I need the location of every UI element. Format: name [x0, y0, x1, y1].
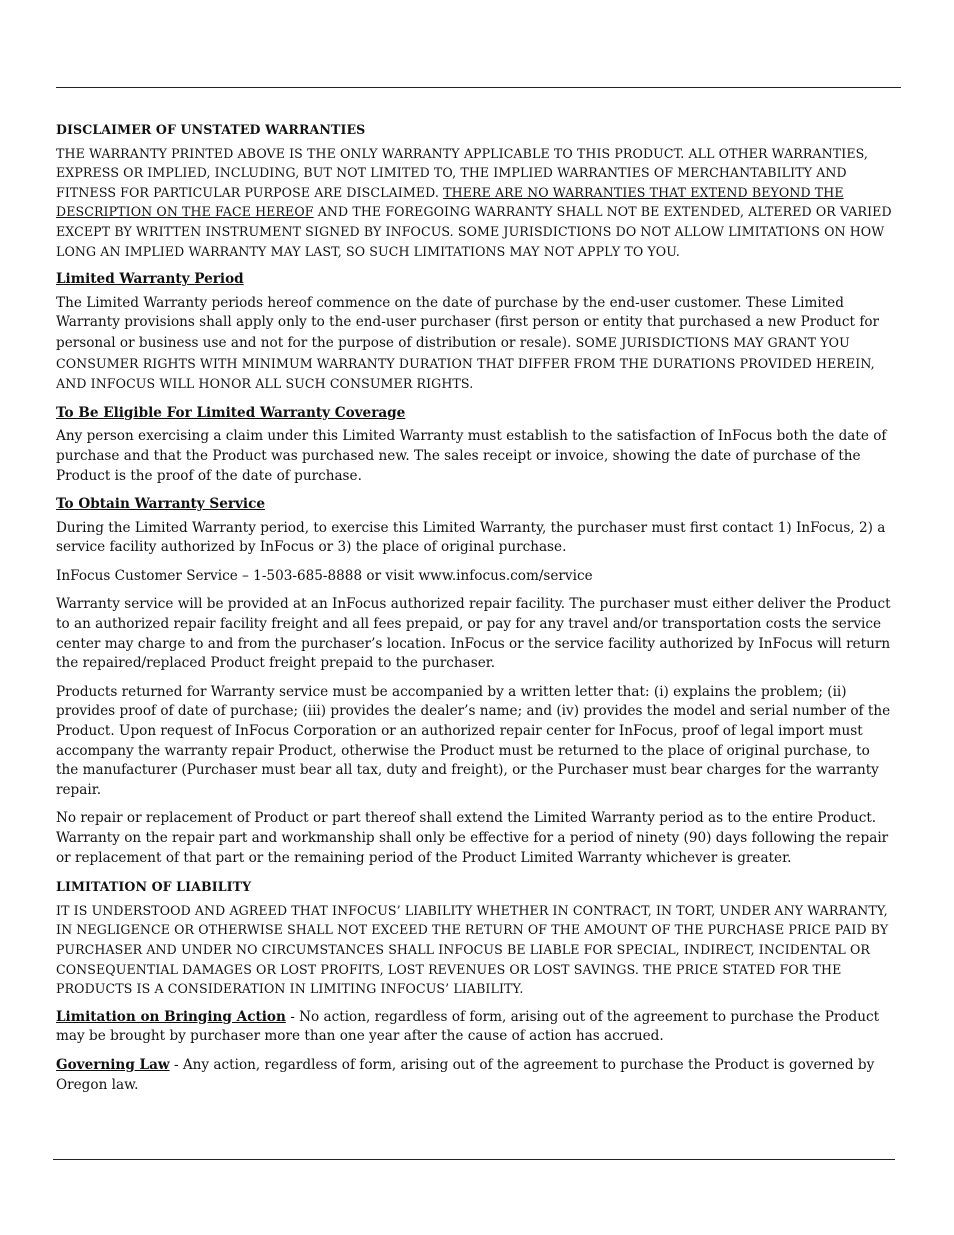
disclaimer-paragraph — [56, 144, 896, 262]
obtain-service-heading: To Obtain Warranty Service — [56, 496, 266, 513]
disclaimer-underlined-text: THERE ARE NO WARRANTIES THAT EXTEND BEYOND THE DESCRIPTION ON THE FACE HEREOF — [56, 184, 844, 220]
disclaimer-text-2: AND THE FOREGOING WARRANTY SHALL NOT BE EXTENDED, ALTERED OR VARIED EXCEPT BY WRITTEN INSTRUMENT SIGNED BY INFOCUS. SOME JURISDICTIONS DO NOT ALLOW LIMITATIONS ON HOW LONG AN IMPLIED WARRANTY MAY LAST, SO SUCH LIMITATIONS MAY NOT APPLY TO YOU. — [56, 204, 892, 259]
obtain-service-paragraph-2: Warranty service will be provided at an InFocus authorized repair facility. The purchaser must either deliver the Product to an authorized repair facility freight and all fees prepaid, or pay for any travel and/or transportation costs the service center may charge to and from the purchaser’s location. InFocus or the service facility authorized by InFocus will return the repaired/replaced Product freight prepaid to the purchaser. — [56, 596, 891, 672]
eligible-paragraph: Any person exercising a claim under this Limited Warranty must establish to the satisfaction of InFocus both the date of purchase and that the Product was purchased new. The sales receipt or invoice, showing the date of purchase of the Product is the proof of the date of purchase. — [56, 428, 887, 484]
bringing-action-text: - No action, regardless of form, arising out of the agreement to purchase the Product may be brought by purchaser more than one year after the cause of action has accrued. — [56, 1008, 880, 1045]
disclaimer-text-1: THE WARRANTY PRINTED ABOVE IS THE ONLY WARRANTY APPLICABLE TO THIS PRODUCT. ALL OTHER WARRANTIES, EXPRESS OR IMPLIED, INCLUDING, BUT NOT LIMITED TO, THE IMPLIED WARRANTIES OF MERCHANTABILITY AND FITNESS FOR PARTICULAR PURPOSE ARE DISCLAIMED. — [56, 145, 868, 200]
bottom-divider — [53, 1159, 895, 1160]
governing-law-text: - Any action, regardless of form, arising out of the agreement to purchase the Product is governed by Oregon law. — [56, 1056, 875, 1093]
warranty-period-text: The Limited Warranty periods hereof commence on the date of purchase by the end-user customer. These Limited Warranty provisions shall apply only to the end-user purchaser (first person or entity that purchased a new Product for personal or business use and not for the purpose of distribution or resale). — [56, 294, 880, 351]
warranty-period-caps-text: SOME JURISDICTIONS MAY GRANT YOU CONSUMER RIGHTS WITH MINIMUM WARRANTY DURATION THAT DIFFER FROM THE DURATIONS PROVIDED HEREIN, AND INFOCUS WILL HONOR ALL SUCH CONSUMER RIGHTS. — [56, 334, 875, 392]
top-divider — [56, 87, 901, 88]
governing-law-heading: Governing Law — [56, 1056, 170, 1073]
liability-paragraph: IT IS UNDERSTOOD AND AGREED THAT INFOCUS’ LIABILITY WHETHER IN CONTRACT, IN TORT, UNDER ANY WARRANTY, IN NEGLIGENCE OR OTHERWISE SHALL NOT EXCEED THE RETURN OF THE AMOUNT OF THE PURCHASE PRICE PAID BY PURCHASER AND UNDER NO CIRCUMSTANCES SHALL INFOCUS BE LIABLE FOR SPECIAL, INDIRECT, INCIDENTAL OR CONSEQUENTIAL DAMAGES OR LOST PROFITS, LOST REVENUES OR LOST SAVINGS. THE PRICE STATED FOR THE PRODUCTS IS A CONSIDERATION IN LIMITING INFOCUS’ LIABILITY. — [56, 902, 889, 997]
warranty-period-paragraph — [56, 294, 896, 395]
obtain-service-paragraph-1: During the Limited Warranty period, to exercise this Limited Warranty, the purchaser must first contact 1) InFocus, 2) a service facility authorized by InFocus or 3) the place of original purchase. — [56, 519, 886, 556]
eligible-heading: To Be Eligible For Limited Warranty Coverage — [56, 404, 406, 421]
warranty-document — [56, 120, 896, 1104]
bringing-action-paragraph — [56, 1008, 896, 1047]
disclaimer-heading: DISCLAIMER OF UNSTATED WARRANTIES — [56, 122, 366, 137]
warranty-period-heading: Limited Warranty Period — [56, 271, 244, 288]
bringing-action-heading: Limitation on Bringing Action — [56, 1008, 286, 1025]
customer-service-contact: InFocus Customer Service – 1-503-685-8888 or visit www.infocus.com/service — [56, 567, 593, 584]
liability-heading: LIMITATION OF LIABILITY — [56, 879, 252, 895]
obtain-service-paragraph-4: No repair or replacement of Product or part thereof shall extend the Limited Warranty period as to the entire Product. Warranty on the repair part and workmanship shall only be effective for a period of ninety (90) days following the repair or replacement of that part or the remaining period of the Product Limited Warranty whichever is greater. — [56, 810, 889, 866]
obtain-service-paragraph-3: Products returned for Warranty service must be accompanied by a written letter that: (i) explains the problem; (ii) provides proof of date of purchase; (iii) provides the dealer’s name; and (iv) provides the model and serial number of the Product. Upon request of InFocus Corporation or an authorized repair center for InFocus, proof of legal import must accompany the warranty repair Product, otherwise the Product must be returned to the place of original purchase, to the manufacturer (Purchaser must bear all tax, duty and freight), or the Purchaser must bear charges for the warranty repair. — [56, 683, 891, 798]
governing-law-paragraph — [56, 1056, 896, 1095]
